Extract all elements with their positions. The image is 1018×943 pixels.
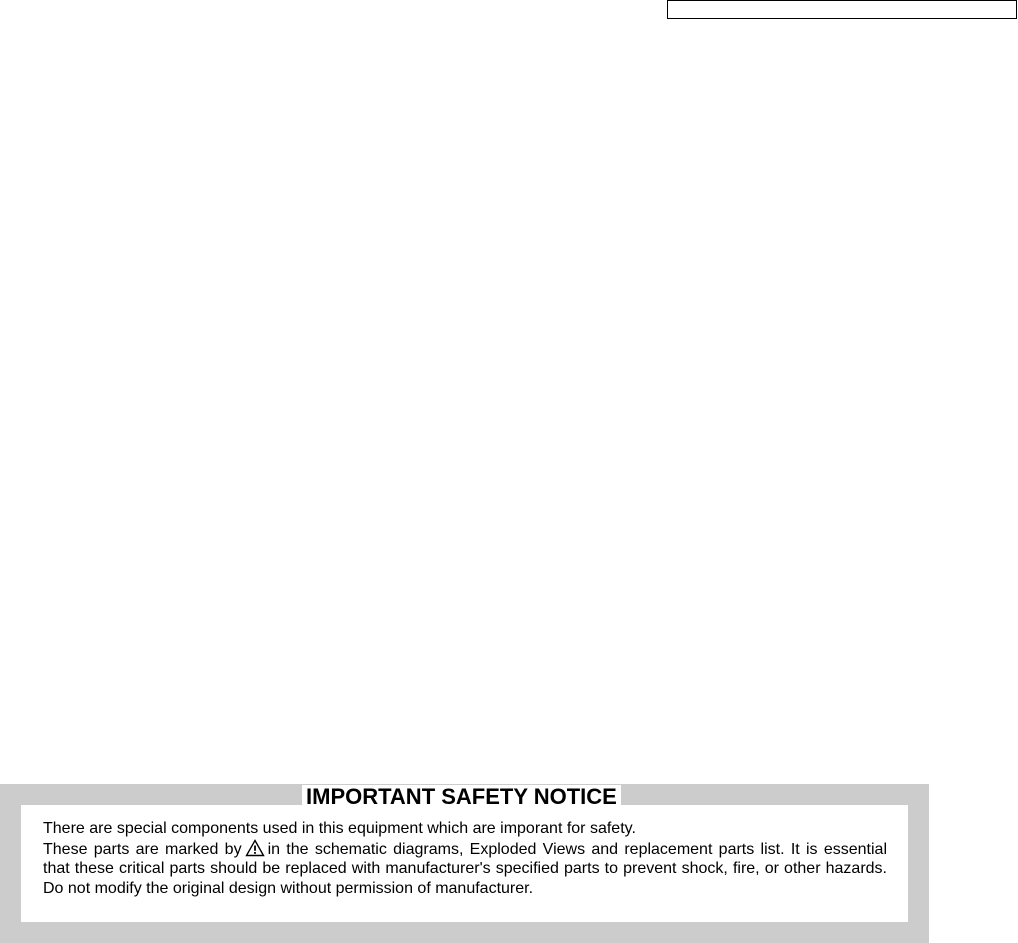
safety-notice-text-after-icon: in the schematic diagrams, Exploded Views and replacement parts list. It is essential that these critical parts should be replaced with manufacturer's specified parts to prevent shock, fire, or other hazards. Do not modify the original design without permission of manufacturer. (43, 840, 887, 897)
safety-notice-line-1: There are special components used in this equipment which are imporant for safety. (43, 820, 636, 837)
safety-notice-content (21, 805, 908, 922)
safety-notice-title: IMPORTANT SAFETY NOTICE (302, 785, 621, 807)
safety-notice-text-before-icon: These parts are marked by (43, 840, 242, 858)
safety-notice-paragraph (43, 839, 887, 899)
warning-triangle-icon (245, 839, 265, 857)
header-box (667, 0, 1017, 19)
safety-notice-body (43, 819, 887, 898)
